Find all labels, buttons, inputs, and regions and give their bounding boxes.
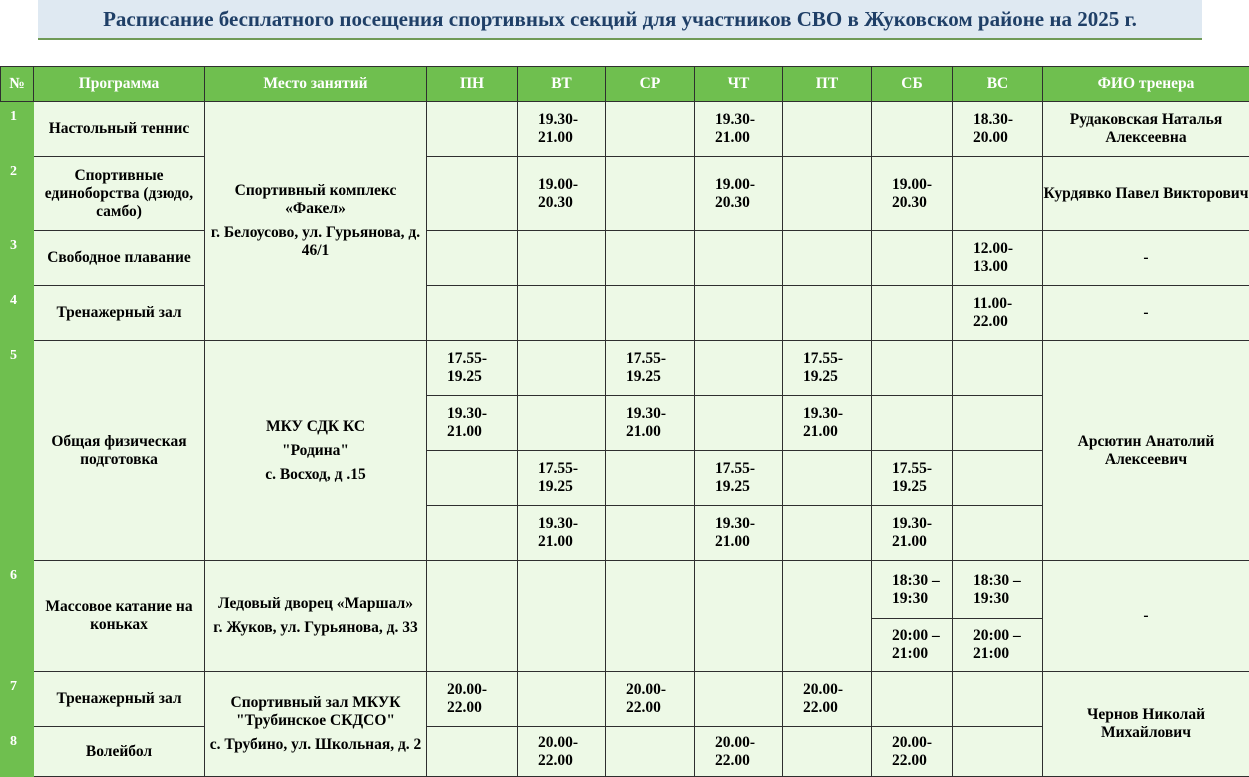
place-name: Спортивный зал МКУК "Трубинское СКДСО" <box>230 694 401 729</box>
coach-cell: Курдявко Павел Викторович <box>1043 157 1249 231</box>
cell-fri <box>783 157 872 231</box>
cell-thu: 19.30-21.00 <box>695 506 783 561</box>
place-cell <box>205 672 427 777</box>
place-address: с. Трубино, ул. Школьная, д. 2 <box>209 736 422 753</box>
col-header-fri: ПТ <box>783 67 872 102</box>
cell-wed <box>606 286 695 341</box>
row-number: 1 <box>1 102 34 157</box>
place-name: Ледовый дворец «Маршал» <box>218 595 413 612</box>
cell-sat <box>872 341 953 396</box>
place-address: г. Белоусово, ул. Гурьянова, д. 46/1 <box>210 224 421 259</box>
cell-mon <box>427 286 518 341</box>
coach-cell: Арсютин Анатолий Алексеевич <box>1043 341 1249 561</box>
cell-wed <box>606 157 695 231</box>
cell-fri <box>783 102 872 157</box>
cell-sun <box>953 506 1043 561</box>
cell-sun <box>953 157 1043 231</box>
cell-thu: 17.55-19.25 <box>695 451 783 506</box>
table-row <box>1 157 1249 231</box>
place-name: Спортивный комплекс «Факел» <box>234 182 397 217</box>
program-cell: Свободное плавание <box>34 231 205 286</box>
coach-cell: - <box>1043 286 1249 341</box>
row-number: 5 <box>1 341 34 561</box>
cell-tue <box>518 231 606 286</box>
coach-cell: Рудаковская Наталья Алексеевна <box>1043 102 1249 157</box>
cell-fri <box>783 231 872 286</box>
row-number: 6 <box>1 561 34 672</box>
table-row <box>1 286 1249 341</box>
table-row <box>1 341 1249 396</box>
cell-sun <box>953 672 1043 727</box>
cell-fri: 19.30-21.00 <box>783 396 872 451</box>
cell-sat: 17.55-19.25 <box>872 451 953 506</box>
cell-wed <box>606 561 695 672</box>
cell-wed <box>606 506 695 561</box>
cell-sat: 19.00-20.30 <box>872 157 953 231</box>
place-cell <box>205 341 427 561</box>
cell-mon <box>427 102 518 157</box>
cell-tue <box>518 561 606 672</box>
row-number: 3 <box>1 231 34 286</box>
cell-mon: 17.55-19.25 <box>427 341 518 396</box>
cell-fri <box>783 506 872 561</box>
cell-sun: 12.00-13.00 <box>953 231 1043 286</box>
cell-thu <box>695 561 783 672</box>
col-header-thu: ЧТ <box>695 67 783 102</box>
cell-sun: 20:00 – 21:00 <box>953 619 1043 672</box>
cell-sun <box>953 396 1043 451</box>
coach-cell: - <box>1043 231 1249 286</box>
cell-mon <box>427 727 518 777</box>
cell-wed <box>606 102 695 157</box>
program-cell: Спортивные единоборства (дзюдо, самбо) <box>34 157 205 231</box>
cell-thu: 19.00-20.30 <box>695 157 783 231</box>
cell-tue: 19.00-20.30 <box>518 157 606 231</box>
place-address: г. Жуков, ул. Гурьянова, д. 33 <box>213 619 418 636</box>
cell-thu <box>695 231 783 286</box>
row-number: 8 <box>1 727 34 777</box>
cell-fri: 17.55-19.25 <box>783 341 872 396</box>
row-number: 4 <box>1 286 34 341</box>
table-row <box>1 561 1249 619</box>
cell-sun: 18.30-20.00 <box>953 102 1043 157</box>
cell-thu <box>695 341 783 396</box>
cell-sat: 18:30 – 19:30 <box>872 561 953 619</box>
title-bar <box>38 0 1202 40</box>
col-header-mon: ПН <box>427 67 518 102</box>
cell-fri: 20.00-22.00 <box>783 672 872 727</box>
cell-sat: 20.00-22.00 <box>872 727 953 777</box>
cell-tue <box>518 396 606 451</box>
cell-mon: 19.30-21.00 <box>427 396 518 451</box>
col-header-wed: СР <box>606 67 695 102</box>
cell-fri <box>783 561 872 672</box>
cell-tue <box>518 341 606 396</box>
cell-fri <box>783 727 872 777</box>
page-title: Расписание бесплатного посещения спортивных секций для участников СВО в Жуковском районе на 2025 г. <box>103 6 1137 31</box>
cell-wed: 20.00-22.00 <box>606 672 695 727</box>
cell-mon <box>427 561 518 672</box>
cell-wed: 19.30-21.00 <box>606 396 695 451</box>
program-cell: Настольный теннис <box>34 102 205 157</box>
cell-tue: 17.55-19.25 <box>518 451 606 506</box>
cell-tue <box>518 286 606 341</box>
program-cell: Волейбол <box>34 727 205 777</box>
col-header-sun: ВС <box>953 67 1043 102</box>
coach-cell: - <box>1043 561 1249 672</box>
cell-sat <box>872 396 953 451</box>
cell-sat <box>872 672 953 727</box>
cell-mon <box>427 451 518 506</box>
place-cell <box>205 102 427 341</box>
cell-thu: 19.30-21.00 <box>695 102 783 157</box>
program-cell: Тренажерный зал <box>34 286 205 341</box>
cell-sat: 19.30-21.00 <box>872 506 953 561</box>
cell-mon <box>427 157 518 231</box>
program-cell: Массовое катание на коньках <box>34 561 205 672</box>
program-cell: Общая физическая подготовка <box>34 341 205 561</box>
cell-sat: 20:00 – 21:00 <box>872 619 953 672</box>
cell-sat <box>872 286 953 341</box>
cell-sun <box>953 341 1043 396</box>
place-name: МКУ СДК КС <box>265 417 366 435</box>
cell-thu <box>695 286 783 341</box>
cell-sat <box>872 102 953 157</box>
cell-sun <box>953 727 1043 777</box>
col-header-sat: СБ <box>872 67 953 102</box>
cell-wed <box>606 727 695 777</box>
cell-mon: 20.00-22.00 <box>427 672 518 727</box>
cell-tue: 19.30-21.00 <box>518 102 606 157</box>
table-row <box>1 672 1249 727</box>
col-header-tue: ВТ <box>518 67 606 102</box>
program-cell: Тренажерный зал <box>34 672 205 727</box>
cell-tue <box>518 672 606 727</box>
cell-tue: 20.00-22.00 <box>518 727 606 777</box>
cell-wed <box>606 231 695 286</box>
cell-tue: 19.30-21.00 <box>518 506 606 561</box>
cell-sun <box>953 451 1043 506</box>
cell-wed <box>606 451 695 506</box>
col-header-program: Программа <box>34 67 205 102</box>
place-name-quoted: "Родина" <box>281 441 350 459</box>
cell-thu: 20.00-22.00 <box>695 727 783 777</box>
place-address: с. Восход, д .15 <box>265 465 366 483</box>
cell-mon <box>427 231 518 286</box>
coach-cell: Чернов Николай Михайлович <box>1043 672 1249 777</box>
col-header-number: № <box>1 67 34 102</box>
cell-sun: 18:30 – 19:30 <box>953 561 1043 619</box>
cell-fri <box>783 286 872 341</box>
cell-thu <box>695 396 783 451</box>
table-row <box>1 231 1249 286</box>
cell-sun: 11.00-22.00 <box>953 286 1043 341</box>
row-number: 2 <box>1 157 34 231</box>
cell-fri <box>783 451 872 506</box>
table-row <box>1 102 1249 157</box>
cell-thu <box>695 672 783 727</box>
row-number: 7 <box>1 672 34 727</box>
cell-mon <box>427 506 518 561</box>
header-row <box>1 67 1249 102</box>
schedule-table <box>0 66 1249 777</box>
cell-wed: 17.55-19.25 <box>606 341 695 396</box>
cell-sat <box>872 231 953 286</box>
place-cell <box>205 561 427 672</box>
col-header-coach: ФИО тренера <box>1043 67 1249 102</box>
col-header-place: Место занятий <box>205 67 427 102</box>
